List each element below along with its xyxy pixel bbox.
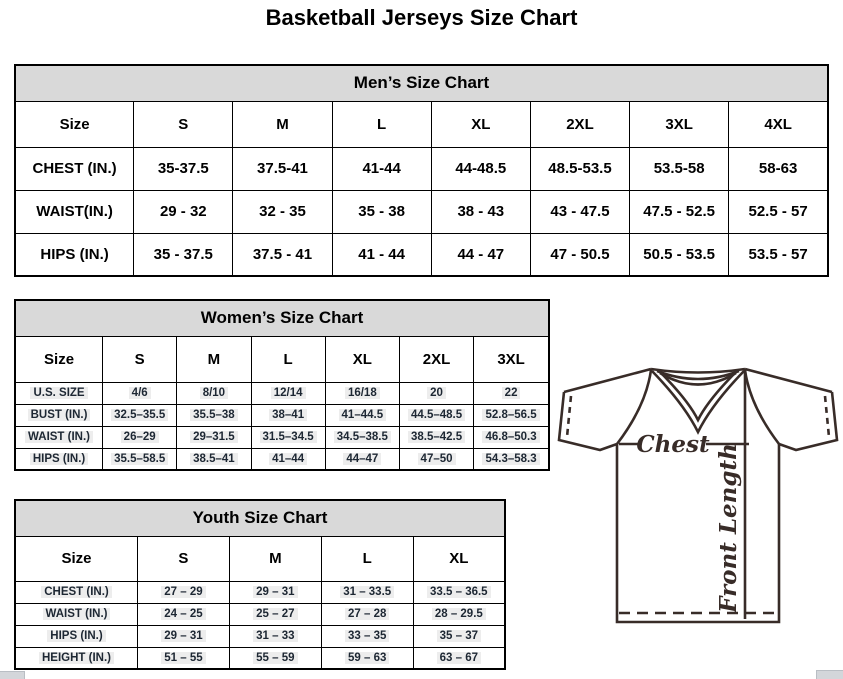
measurement-value: 26–29 (103, 426, 177, 448)
measurement-value: 59 – 63 (321, 647, 413, 669)
measurement-value: 50.5 - 53.5 (630, 233, 729, 276)
measurement-value: 41–44 (251, 448, 325, 470)
jersey-measurement-diagram (556, 356, 843, 668)
size-label-header: Size (15, 336, 103, 382)
cropped-ui-fragment-left (0, 671, 25, 679)
measurement-value: 41 - 44 (332, 233, 431, 276)
measurement-value: 38.5–42.5 (399, 426, 473, 448)
size-column-header: XL (431, 101, 530, 147)
size-column-header: S (103, 336, 177, 382)
measurement-label: CHEST (IN.) (15, 581, 138, 603)
mens-size-chart-table (14, 64, 829, 277)
front-length-label: Front Length (715, 443, 742, 613)
measurement-value: 27 – 29 (138, 581, 230, 603)
measurement-value: 4/6 (103, 382, 177, 404)
size-label-header: Size (15, 536, 138, 581)
measurement-label: WAIST(IN.) (15, 190, 134, 233)
measurement-value: 41–44.5 (325, 404, 399, 426)
measurement-row (15, 426, 549, 448)
measurement-value: 54.3–58.3 (474, 448, 549, 470)
measurement-value: 38.5–41 (177, 448, 251, 470)
measurement-value: 12/14 (251, 382, 325, 404)
measurement-value: 35 - 38 (332, 190, 431, 233)
measurement-value: 35.5–58.5 (103, 448, 177, 470)
measurement-value: 58-63 (729, 147, 828, 190)
measurement-value: 32 - 35 (233, 190, 332, 233)
measurement-value: 48.5-53.5 (530, 147, 629, 190)
measurement-value: 44.5–48.5 (399, 404, 473, 426)
measurement-value: 22 (474, 382, 549, 404)
size-column-header: M (229, 536, 321, 581)
measurement-value: 31.5–34.5 (251, 426, 325, 448)
jersey-sleeve-right-dash (825, 396, 829, 437)
measurement-value: 31 – 33.5 (321, 581, 413, 603)
size-column-header: XL (413, 536, 505, 581)
measurement-row (15, 382, 549, 404)
measurement-value: 27 – 28 (321, 603, 413, 625)
measurement-value: 63 – 67 (413, 647, 505, 669)
measurement-value: 47 - 50.5 (530, 233, 629, 276)
measurement-row (15, 625, 505, 647)
jersey-shoulder-right (745, 369, 832, 392)
size-column-header: S (138, 536, 230, 581)
measurement-value: 44 - 47 (431, 233, 530, 276)
size-column-header: M (177, 336, 251, 382)
measurement-value: 29 – 31 (138, 625, 230, 647)
measurement-label: HIPS (IN.) (15, 625, 138, 647)
womens-chart-title: Women’s Size Chart (15, 300, 549, 336)
size-column-header: L (332, 101, 431, 147)
table-title-row (15, 65, 828, 101)
measurement-value: 24 – 25 (138, 603, 230, 625)
measurement-value: 29–31.5 (177, 426, 251, 448)
measurement-label: BUST (IN.) (15, 404, 103, 426)
size-column-header: 3XL (474, 336, 549, 382)
measurement-label: HIPS (IN.) (15, 233, 134, 276)
size-column-header: 3XL (630, 101, 729, 147)
measurement-value: 55 – 59 (229, 647, 321, 669)
measurement-value: 25 – 27 (229, 603, 321, 625)
measurement-value: 41-44 (332, 147, 431, 190)
measurement-value: 52.8–56.5 (474, 404, 549, 426)
measurement-row (15, 647, 505, 669)
measurement-value: 35-37.5 (134, 147, 233, 190)
womens-size-chart-table (14, 299, 550, 471)
measurement-value: 38–41 (251, 404, 325, 426)
youth-size-chart-table (14, 499, 506, 670)
measurement-value: 16/18 (325, 382, 399, 404)
measurement-row (15, 233, 828, 276)
measurement-value: 37.5-41 (233, 147, 332, 190)
jersey-shoulder-left (564, 369, 651, 392)
size-header-row (15, 101, 828, 147)
measurement-value: 46.8–50.3 (474, 426, 549, 448)
measurement-value: 52.5 - 57 (729, 190, 828, 233)
measurement-value: 53.5-58 (630, 147, 729, 190)
youth-chart-title: Youth Size Chart (15, 500, 505, 536)
measurement-label: HIPS (IN.) (15, 448, 103, 470)
measurement-label: U.S. SIZE (15, 382, 103, 404)
measurement-value: 33 – 35 (321, 625, 413, 647)
measurement-label: HEIGHT (IN.) (15, 647, 138, 669)
size-column-header: 2XL (399, 336, 473, 382)
measurement-value: 51 – 55 (138, 647, 230, 669)
chest-label: Chest (636, 431, 710, 458)
measurement-value: 35 – 37 (413, 625, 505, 647)
measurement-value: 31 – 33 (229, 625, 321, 647)
measurement-value: 38 - 43 (431, 190, 530, 233)
size-column-header: L (321, 536, 413, 581)
page-title: Basketball Jerseys Size Chart (265, 5, 578, 30)
measurement-value: 34.5–38.5 (325, 426, 399, 448)
size-column-header: L (251, 336, 325, 382)
measurement-value: 35 - 37.5 (134, 233, 233, 276)
measurement-value: 53.5 - 57 (729, 233, 828, 276)
cropped-ui-fragment-right (816, 670, 843, 679)
measurement-value: 44-48.5 (431, 147, 530, 190)
jersey-seam-right (745, 370, 779, 444)
jersey-collar-top (651, 369, 745, 373)
measurement-row (15, 404, 549, 426)
size-label-header: Size (15, 101, 134, 147)
measurement-value: 43 - 47.5 (530, 190, 629, 233)
measurement-value: 28 – 29.5 (413, 603, 505, 625)
measurement-value: 44–47 (325, 448, 399, 470)
measurement-row (15, 190, 828, 233)
table-title-row (15, 500, 505, 536)
measurement-label: CHEST (IN.) (15, 147, 134, 190)
measurement-value: 33.5 – 36.5 (413, 581, 505, 603)
table-title-row (15, 300, 549, 336)
measurement-value: 47.5 - 52.5 (630, 190, 729, 233)
measurement-value: 47–50 (399, 448, 473, 470)
mens-chart-title: Men’s Size Chart (15, 65, 828, 101)
size-header-row (15, 336, 549, 382)
size-header-row (15, 536, 505, 581)
size-column-header: S (134, 101, 233, 147)
size-column-header: XL (325, 336, 399, 382)
measurement-value: 37.5 - 41 (233, 233, 332, 276)
measurement-row (15, 147, 828, 190)
jersey-body (617, 444, 779, 622)
jersey-sleeve-left-dash (567, 396, 571, 437)
measurement-value: 29 - 32 (134, 190, 233, 233)
measurement-label: WAIST (IN.) (15, 426, 103, 448)
measurement-value: 32.5–35.5 (103, 404, 177, 426)
size-column-header: 2XL (530, 101, 629, 147)
size-column-header: M (233, 101, 332, 147)
measurement-row (15, 581, 505, 603)
measurement-row (15, 448, 549, 470)
size-column-header: 4XL (729, 101, 828, 147)
measurement-value: 35.5–38 (177, 404, 251, 426)
measurement-label: WAIST (IN.) (15, 603, 138, 625)
measurement-value: 29 – 31 (229, 581, 321, 603)
measurement-row (15, 603, 505, 625)
measurement-value: 8/10 (177, 382, 251, 404)
measurement-value: 20 (399, 382, 473, 404)
